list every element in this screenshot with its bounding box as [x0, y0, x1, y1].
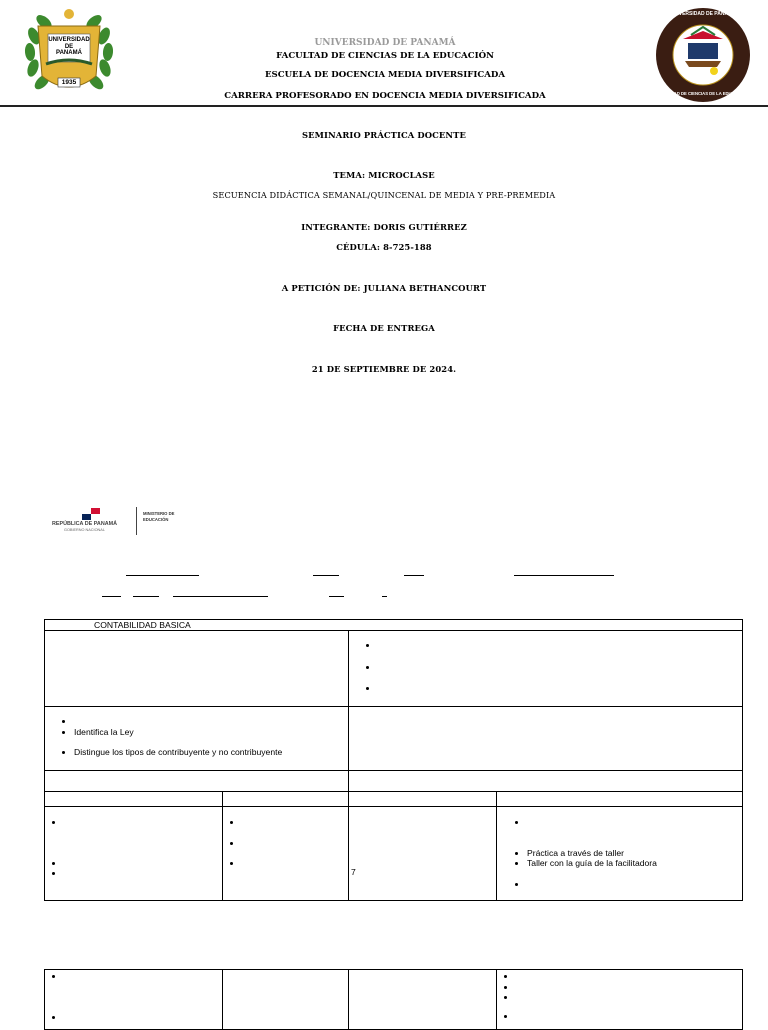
sequence-title: SECUENCIA DIDÁCTICA SEMANAL/QUINCENAL DE MEDIA Y PRE-PREMEDIA: [212, 190, 556, 200]
career-name: CARRERA PROFESORADO EN DOCENCIA MEDIA DIVERSIFICADA: [224, 91, 546, 101]
blank-line: [126, 575, 199, 576]
blank-line: [329, 596, 344, 597]
indicator-law: Identifica la Ley: [74, 726, 134, 737]
column-cell-2: [223, 970, 349, 1030]
subject-cell: [45, 620, 743, 631]
column-cell-2: [223, 807, 349, 901]
university-logo-left: [24, 6, 114, 98]
logo-text-line2: DE: [64, 43, 74, 50]
ministry-divider: [136, 507, 137, 535]
blank-line: [404, 575, 424, 576]
empty-cell: [349, 771, 743, 792]
lesson-plan-table-continued: [44, 969, 743, 1030]
column-cell-4: [497, 970, 743, 1030]
header-divider: [0, 105, 768, 107]
ministry-logo: [50, 505, 190, 537]
requested-by: A PETICIÓN DE: JULIANA BETHANCOURT: [281, 283, 487, 293]
panama-flag-icon: [82, 508, 100, 520]
indicators-cell: [45, 707, 349, 771]
lesson-plan-table: [44, 619, 743, 901]
ministry-line2: EDUCACIÓN: [143, 517, 169, 522]
empty-cell: [45, 792, 223, 807]
country-name: REPÚBLICA DE PANAMÁ: [52, 521, 117, 527]
university-name: UNIVERSIDAD DE PANAMÁ: [314, 38, 456, 48]
logo-text-line3: PANAMÁ: [56, 50, 82, 56]
seal-text-bottom: FACULTAD DE CIENCIAS DE LA EDUCACIÓN: [657, 91, 749, 96]
subject-name: CONTABILIDAD BASICA: [94, 620, 191, 630]
empty-cell: [349, 707, 743, 771]
activity-workshop: Práctica a través de taller: [527, 847, 624, 858]
empty-cell: [45, 631, 349, 707]
government-name: GOBIERNO NACIONAL: [64, 528, 105, 532]
school-name: ESCUELA DE DOCENCIA MEDIA DIVERSIFICADA: [264, 70, 506, 80]
ministry-line1: MINISTERIO DE: [143, 511, 175, 516]
empty-cell: [497, 792, 743, 807]
empty-cell: [349, 792, 497, 807]
topic: TEMA: MICROCLASE: [333, 170, 435, 180]
blank-line: [133, 596, 159, 597]
activities-cell: [497, 807, 743, 901]
blank-line: [382, 596, 387, 597]
seminar-title: SEMINARIO PRÁCTICA DOCENTE: [302, 130, 466, 140]
column-cell-1: [45, 807, 223, 901]
empty-cell: [45, 771, 349, 792]
faculty-seal-right: [655, 7, 751, 103]
column-cell-3: [349, 807, 497, 901]
delivery-date-label: FECHA DE ENTREGA: [333, 323, 435, 333]
blank-line: [173, 596, 268, 597]
indicator-taxpayers: Distingue los tipos de contribuyente y no contribuyente: [74, 747, 283, 757]
delivery-date: 21 DE SEPTIEMBRE DE 2024.: [311, 364, 457, 374]
column-cell-3: [349, 970, 497, 1030]
faculty-name: FACULTAD DE CIENCIAS DE LA EDUCACIÓN: [276, 51, 494, 61]
blank-line: [514, 575, 614, 576]
session-number: 7: [351, 867, 356, 877]
bullets-cell: [349, 631, 743, 707]
id-number: CÉDULA: 8-725-188: [336, 242, 432, 252]
column-cell-1: [45, 970, 223, 1030]
blank-line: [313, 575, 339, 576]
empty-cell: [223, 792, 349, 807]
blank-line: [102, 596, 121, 597]
logo-text-line1: UNIVERSIDAD: [48, 37, 90, 43]
activity-guide: Taller con la guía de la facilitadora: [527, 858, 657, 868]
logo-year: 1935: [61, 79, 77, 86]
seal-text-top: UNIVERSIDAD DE PANAMÁ: [670, 11, 736, 17]
member: INTEGRANTE: DORIS GUTIÉRREZ: [301, 222, 467, 232]
